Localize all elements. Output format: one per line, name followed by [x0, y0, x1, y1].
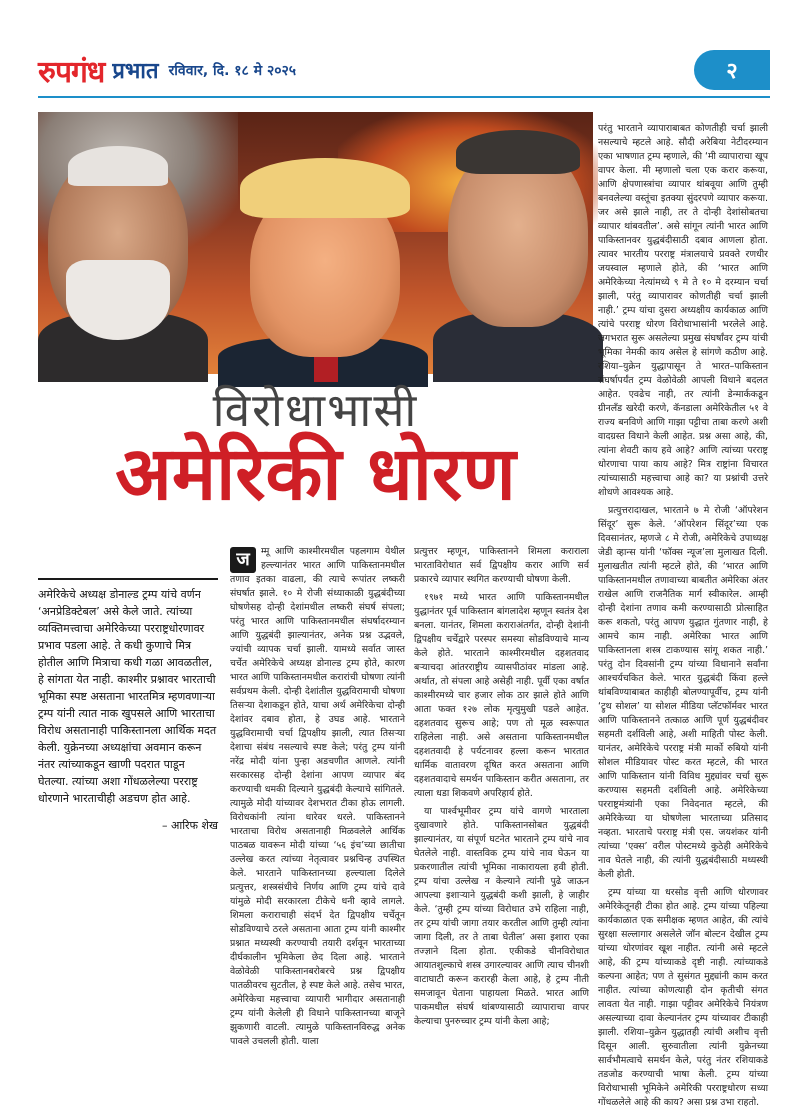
portrait-right-face [448, 142, 588, 327]
article-paragraph: १९७१ मध्ये भारत आणि पाकिस्तानमधील युद्धानंतर पूर्व पाकिस्तान बांगलादेश म्हणून स्वतंत्र देश बनला. यानंतर, शिमला कराराअंतर्गत, दोन्ही देशांनी द्विपक्षीय चर्चेद्वारे परस्पर समस्या सोडविण्याचे मान्य केले होते. भारताने काश्मीरमधील दहशतवाद बऱ्याचदा आंतरराष्ट्रीय व्यासपीठांवर मांडला आहे. अर्थात, तो संपला आहे असेही नाही. पूर्वी एका वर्षात काश्मीरमध्ये चार हजार लोक ठार झाले होते आणि आता फक्त १२७ लोक मृत्युमुखी पडले आहेत. दहशतवाद सुरूच आहे; पण तो मूळ स्वरूपात राहिलेला नाही. असे असताना पाकिस्तानमधील दहशतवादी हे पर्यटनावर हल्ला करून भारतात धार्मिक वातावरण दूषित करत असताना आणि दहशतवादाचे समर्थन पाकिस्तान करीत असताना, तर त्याला धडा शिकवणे अपरिहार्य होते. [414, 592, 589, 799]
author-byline: – आरिफ शेख [161, 819, 218, 832]
article-paragraph: परंतु भारताने व्यापाराबाबत कोणतीही चर्चा झाली नसल्याचे म्हटले आहे. सौदी अरेबिया नेटीदरम्यान एका भाषणात ट्रम्प म्हणाले, की ‘मी व्यापाराचा खूप वापर केला. मी म्हणालो चला एक करार करूया, आणि क्षेपणास्त्रांचा व्यापार थांबवूया आणि तुम्ही बनवलेल्या वस्तूंचा इतक्या सुंदरपणे व्यापार करूया. जर असे झाले नाही, तर ते दोन्ही देशांसोबतचा व्यापार थांबवतील’. असे सांगून त्यांनी भारत आणि पाकिस्तानवर युद्धबंदीसाठी दबाव आणला होता. त्यावर भारतीय परराष्ट्र मंत्रालयाचे प्रवक्ते रणधीर जयस्वाल म्हणाले होते, की ‘भारत आणि अमेरिकेच्या नेत्यांमध्ये ९ मे ते १० मे दरम्यान चर्चा झाली, परंतु व्यापारावर कोणतीही चर्चा झाली नाही.’ ट्रम्प यांचा दुसरा अध्यक्षीय कार्यकाळ आणि त्यांचे परराष्ट्र धोरण विरोधाभासांनी भरलेले आहे. जगभरात सुरू असलेल्या प्रमुख संघर्षांवर ट्रम्प यांची भूमिका नेमकी काय असेल हे सांगणे कठीण आहे. रशिया–युक्रेन युद्धापासून ते भारत–पाकिस्तान संघर्षापर्यंत ट्रम्प वेळोवेळी आपली विधाने बदलत आहेत. एवढेच नाही, तर त्यांनी डेन्मार्ककडून ग्रीनलँड खरेदी करणे, कॅनडाला अमेरिकेतील ५१ वे राज्य बनविणे आणि गाझा पट्टीचा ताबा करणे अशी वादग्रस्त विधाने केली आहेत. प्रश्न असा आहे, की, त्यांना शेवटी काय हवे आहे? आणि त्यांच्या परराष्ट्र धोरणाचा पाया काय आहे? मित्र राष्ट्रांना विचारत त्यांच्यासाठी महत्त्वाचा आहे का? या प्रश्नांची उत्तरे शोधणे आवश्यक आहे. [598, 123, 768, 498]
issue-date: रविवार, दि. १८ मे २०२५ [168, 62, 297, 79]
hero-photo [38, 112, 593, 374]
masthead [0, 0, 800, 110]
section-title: रुपगंध [38, 54, 105, 90]
masthead-title-group [38, 50, 296, 90]
summary-box [38, 580, 218, 834]
article-column-3 [598, 122, 768, 1108]
portrait-center-face [250, 182, 400, 357]
article-column-1 [230, 545, 405, 1047]
publication-name: प्रभात [112, 59, 159, 84]
headline-kicker: विरोधाभासी [212, 383, 419, 437]
masthead-rule [38, 96, 770, 98]
article-paragraph: प्रत्युत्तर म्हणून, पाकिस्तानने शिमला कराराला भारताविरोधात सर्व द्विपक्षीय करार आणि सर्व प्रकारचे व्यापार स्थगित करण्याची घोषणा केली. [414, 546, 589, 585]
headline-main: अमेरिकी धोरण [115, 431, 516, 517]
portrait-left-face [48, 152, 188, 332]
article-paragraph: ट्रम्प यांच्या या धरसोड वृत्ती आणि धोरणावर अमेरिकेतूनही टीका होत आहे. ट्रम्प यांच्या पहिल्या कार्यकाळात एक समीक्षक म्हणत आहेत, की त्यांचे सुरक्षा सल्लागार असलेले जॉन बोल्टन देखील ट्रम्प यांच्या धोरणांवर खूश नाहीत. त्यांनी असे म्हटले आहे, की ट्रम्प यांच्याकडे दृष्टी नाही. त्यांच्याकडे कल्पना आहेत; पण ते सुसंगत मुद्द्यांनी काम करत नाहीत. त्यांच्या कोणत्याही दोन कृतीची संगत लावता येत नाही. गाझा पट्टीवर अमेरिकेचे नियंत्रण असल्याच्या दावा केल्यानंतर ट्रम्प यांच्यावर टीकाही झाली. रशिया–युक्रेन युद्धातही त्यांची अशीच वृत्ती दिसून आली. सुरुवातीला त्यांनी युक्रेनच्या सार्वभौमत्वाचे समर्थन केले, परंतु नंतर रशियाकडे तडजोड करण्याची भाषा केली. ट्रम्प यांच्या विरोधाभासी भूमिकेने अमेरिकी परराष्ट्रधोरण सध्या गोंधळलेले आहे की काय? असा प्रश्न उभा राहतो. [598, 887, 768, 1108]
summary-text: अमेरिकेचे अध्यक्ष डोनाल्ड ट्रम्प यांचे वर्णन ‘अनप्रेडिक्टेबल’ असे केले जाते. त्यांच्या व्यक्तिमत्त्वाचा अमेरिकेच्या परराष्ट्रधोरणावर प्रभाव पडला आहे. ते कधी कुणाचे मित्र होतील आणि मित्राचा कधी गळा आवळतील, हे सांगता येत नाही. काश्मीर प्रश्नावर भारताची भूमिका स्पष्ट असताना भारतमित्र म्हणवणाऱ्या ट्रम्प यांनी त्यात नाक खुपसले आणि भारताचा विरोध असतानाही पाकिस्तानला आर्थिक मदत केली. युक्रेनच्या अध्यक्षांचा अवमान करून नंतर त्यांच्याकडून खाणी पदरात पाडून घेतल्या. त्यांच्या अशा गोंधळलेल्या परराष्ट्र धोरणाने भारताचीही अडचण होत आहे. [38, 588, 217, 805]
article-paragraph: या पार्श्वभूमीवर ट्रम्प यांचे वागणे भारताला दुखावणारे होते. पाकिस्तानसोबत युद्धबंदी झाल्यानंतर, या संपूर्ण घटनेत भारताने ट्रम्प यांचे नाव घेतलेले नाही. वास्तविक ट्रम्प यांचे नाव घेऊन या प्रकरणातील त्यांची भूमिका नाकारायला हवी होती. ट्रम्प यांचा उल्लेख न केल्याने त्यांनी पुढे जाऊन आपल्या इशाऱ्याने युद्धबंदी कशी झाली, हे जाहीर केले. ‘तुम्ही ट्रम्प यांच्या विरोधात उभे राहिला नाही, तर ट्रम्प यांची जागा तयार करतील आणि तुम्ही त्यांना जागा दिली, तर ते ताबा घेतील’ असा इशारा एका तज्ज्ञाने दिला होता. एकीकडे चीनविरोधात आयातशुल्काचे शस्त्र उगारल्यावर आणि त्याच चीनशी वाटाघाटी करून करारही केला आहे, हे ट्रम्प नीती समजावून घेताना पाहायला मिळते. भारत आणि पाकमधील संघर्ष थांबण्यासाठी व्यापाराचा वापर केल्याचा पुनरुच्चार ट्रम्प यांनी केला आहे; [414, 806, 589, 1027]
article-column-2 [414, 545, 589, 1027]
article-paragraph: म्मू आणि काश्मीरमधील पहलगाम येथील हल्ल्यानंतर भारत आणि पाकिस्तानमधील तणाव इतका वाढला, की त्याचे रूपांतर लष्करी संघर्षात झाले. १० मे रोजी संध्याकाळी युद्धबंदीच्या घोषणेसह दोन्ही देशांमधील लष्करी संघर्ष संपला; परंतु भारत आणि पाकिस्तानमधील संघर्षादरम्यान आणि युद्धबंदी झाल्यानंतर, अनेक प्रश्न उद्भवले, ज्यांची व्यापक चर्चा झाली. यामध्ये सर्वात जास्त चर्चेत अमेरिकेचे अध्यक्ष डोनाल्ड ट्रम्प होते, कारण भारत आणि पाकिस्तानमधील करारांची घोषणा त्यांनी सर्वप्रथम केली. दोन्ही देशांतील युद्धविरामाची घोषणा तिसऱ्या देशाकडून होते, याचा अर्थ अमेरिकेचा दोन्ही देशांवर दबाव होता, हे उघड आहे. भारताने युद्धविरामाची चर्चा द्विपक्षीय झाली, त्यात तिसऱ्या देशाचा संबंध नसल्याचे स्पष्ट केले; परंतु ट्रम्प यांनी नरेंद्र मोदी यांना पुन्हा अडचणीत आणले. त्यांनी सरकारसह दोन्ही देशांना आपण व्यापार बंद करण्याची धमकी दिल्याने युद्धबंदी केल्याचे सांगितले. त्यामुळे मोदी यांच्यावर देशभरात टीका होऊ लागली. विरोधकांनी त्यांना धारेवर धरले. पाकिस्तानने भारताचा विरोध असतानाही मिळवलेले आर्थिक पाठबळ यावरून मोदी यांच्या ‘५६ इंच’च्या छातीचा उल्लेख करत त्यांच्या नेतृत्वावर प्रश्नचिन्ह उपस्थित केले. भारताने पाकिस्तानच्या हल्ल्याला दिलेले प्रत्युत्तर, शस्त्रसंधीचे निर्णय आणि ट्रम्प यांचे दावे यांमुळे मोदी सरकारला टीकेचे धनी व्हावे लागले. शिमला कराराचाही संदर्भ देत द्विपक्षीय चर्चेतून सोडविण्याचे ठरले असताना आता ट्रम्प यांनी काश्मीर प्रश्नात मध्यस्थी करण्याची तयारी दर्शवून भारताच्या दीर्घकालीन भूमिकेला छेद दिला आहे. भारताने वेळोवेळी पाकिस्तानबरोबरचे प्रश्न द्विपक्षीय पातळीवरच सुटतील, हे स्पष्ट केले आहे. तसेच भारत, अमेरिकेचा महत्त्वाचा व्यापारी भागीदार असतानाही ट्रम्प यांनी केलेली ही विधाने पाकिस्तानच्या बाजूने झुकणारी वाटली. त्यामुळे पाकिस्तानविरुद्ध अनेक पावले उचलली होती. याला [230, 546, 405, 1047]
page-number-badge: २ [694, 50, 770, 90]
article-paragraph: प्रत्युत्तरादाखल, भारताने ७ मे रोजी ‘ऑपरेशन सिंदूर’ सुरू केले. ‘ऑपरेशन सिंदूर’च्या एक दिवसानंतर, म्हणजे ८ मे रोजी, अमेरिकेचे उपाध्यक्ष जेडी व्हान्स यांनी ‘फॉक्स न्यूज’ला मुलाखत दिली. मुलाखतीत त्यांनी म्हटले होते, की ‘भारत आणि पाकिस्तानमधील तणावाच्या बाबतीत अमेरिका अंतर राखेल आणि राजनैतिक मार्ग स्वीकारेल. आम्ही दोन्ही देशांना तणाव कमी करण्यासाठी प्रोत्साहित करू शकतो, परंतु आपण युद्धात गुंतणार नाही, हे आमचे काम नाही. अमेरिका भारत आणि पाकिस्तानला शस्त्र टाकण्यास सांगू शकत नाही.’ परंतु दोन दिवसांनी ट्रम्प यांच्या विधानाने सर्वांना आश्चर्यचकित केले. भारत युद्धबंदी किंवा हल्ले थांबविण्याबाबत काहीही बोलण्यापूर्वीच, ट्रम्प यांनी ‘ट्रुथ सोशल’ या सोशल मीडिया प्लॅटफॉर्मवर भारत आणि पाकिस्तानने तत्काळ आणि पूर्ण युद्धबंदीवर सहमती दर्शविली आहे, अशी माहिती पोस्ट केली. यानंतर, अमेरिकेचे परराष्ट्र मंत्री मार्को रुबियो यांनी सोशल मीडियावर पोस्ट करत म्हटले, की भारत आणि पाकिस्तान यांनी विविध मुद्द्यांवर चर्चा सुरू करण्यास सहमती दर्शविली आहे. अमेरिकेच्या परराष्ट्रमंत्र्यांनी एका निवेदनात म्हटले, की अमेरिकेच्या या घोषणेला भारताच्या प्रतिसाद नव्हता. भारताचे परराष्ट्र मंत्री एस. जयशंकर यांनी त्यांच्या ‘एक्स’ वरील पोस्टमध्ये कुठेही अमेरिकेचे नाव घेतले नाही, की त्यांनी युद्धबंदीसाठी मध्यस्थी केली होती. [598, 505, 768, 880]
drop-cap: ज [230, 547, 256, 573]
